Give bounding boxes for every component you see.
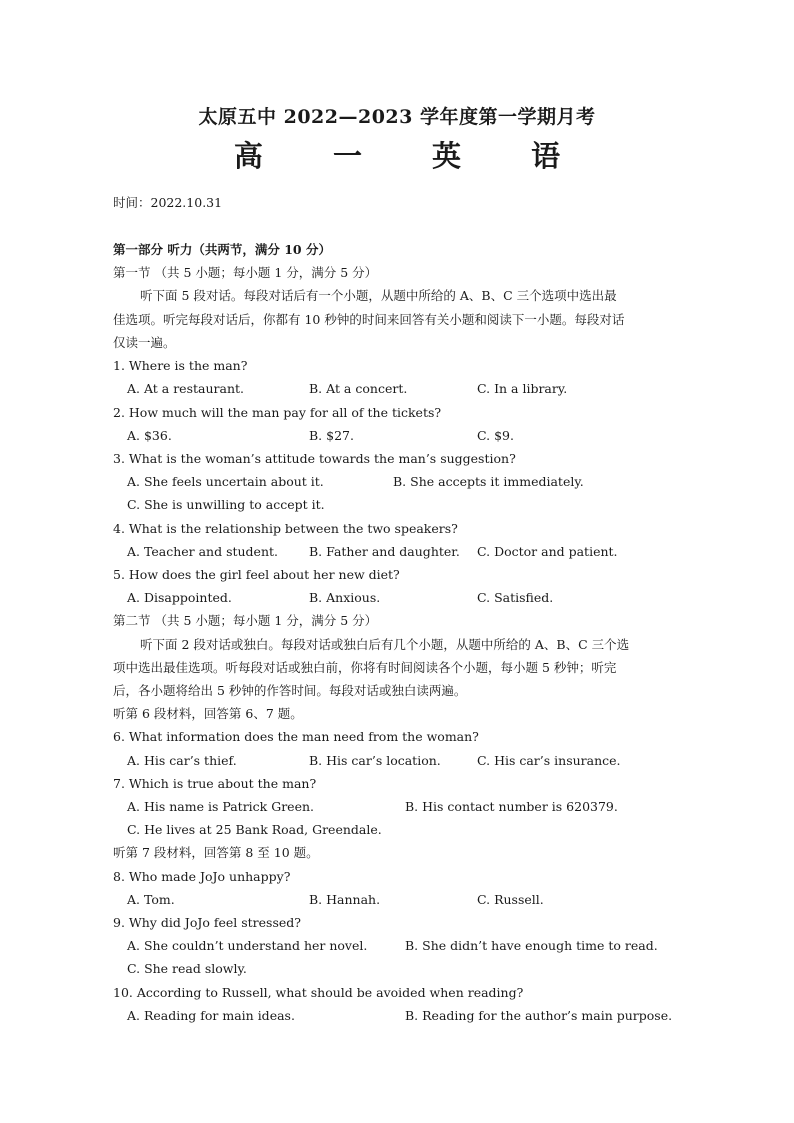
answer-option: C. He lives at 25 Bank Road, Greendale.: [127, 822, 382, 837]
answer-option: C. Doctor and patient.: [477, 544, 618, 559]
question-stem: 1. Where is the man?: [113, 358, 248, 373]
answer-option: A. His car’s thief.: [127, 753, 237, 768]
answer-option: C. In a library.: [477, 381, 568, 396]
answer-option: A. She couldn’t understand her novel.: [127, 938, 368, 953]
section1-heading: 第一节 （共 5 小题；每小题 1 分，满分 5 分）: [113, 265, 378, 280]
answer-option: A. Disappointed.: [127, 590, 232, 605]
question-stem: 10. According to Russell, what should be avoided when reading?: [113, 985, 524, 1000]
answer-option: A. His name is Patrick Green.: [127, 799, 314, 814]
answer-option: B. $27.: [309, 428, 354, 443]
answer-option: C. She is unwilling to accept it.: [127, 497, 325, 512]
question-stem: 3. What is the woman’s attitude towards the man’s suggestion?: [113, 451, 516, 466]
answer-option: B. His car’s location.: [309, 753, 441, 768]
school-title: 太原五中 2022—2023 学年度第一学期月考: [198, 106, 596, 128]
material-6-note: 听第 6 段材料，回答第 6、7 题。: [113, 706, 303, 721]
answer-option: A. Teacher and student.: [127, 544, 279, 559]
answer-option: B. Hannah.: [309, 892, 381, 907]
subject-title: 高 一 英 语: [233, 139, 591, 173]
section1-instructions-1: 听下面 5 段对话。每段对话后有一个小题，从题中所给的 A、B、C 三个选项中选出最: [140, 288, 617, 303]
question-stem: 8. Who made JoJo unhappy?: [113, 869, 291, 884]
answer-option: B. His contact number is 620379.: [405, 799, 618, 814]
answer-option: A. Tom.: [127, 892, 175, 907]
answer-option: B. She accepts it immediately.: [393, 474, 584, 489]
answer-option: A. At a restaurant.: [127, 381, 244, 396]
material-7-note: 听第 7 段材料，回答第 8 至 10 题。: [113, 845, 319, 860]
question-stem: 4. What is the relationship between the two speakers?: [113, 521, 458, 536]
answer-option: B. Reading for the author’s main purpose.: [405, 1008, 673, 1023]
section1-instructions-2: 佳选项。听完每段对话后，你都有 10 秒钟的时间来回答有关小题和阅读下一小题。每段对话: [113, 312, 625, 327]
answer-option: C. Satisfied.: [477, 590, 554, 605]
answer-option: C. $9.: [477, 428, 514, 443]
question-stem: 7. Which is true about the man?: [113, 776, 317, 791]
answer-option: B. She didn’t have enough time to read.: [405, 938, 658, 953]
answer-option: C. Russell.: [477, 892, 544, 907]
section2-instructions-3: 后，各小题将给出 5 秒钟的作答时间。每段对话或独白读两遍。: [113, 683, 467, 698]
answer-option: B. Anxious.: [309, 590, 381, 605]
question-stem: 9. Why did JoJo feel stressed?: [113, 915, 301, 930]
answer-option: C. She read slowly.: [127, 961, 247, 976]
question-stem: 6. What information does the man need from the woman?: [113, 729, 479, 744]
answer-option: A. She feels uncertain about it.: [127, 474, 324, 489]
exam-date: 时间：2022.10.31: [113, 195, 223, 210]
answer-option: A. Reading for main ideas.: [127, 1008, 295, 1023]
section2-instructions-1: 听下面 2 段对话或独白。每段对话或独白后有几个小题，从题中所给的 A、B、C 三个选: [140, 637, 630, 652]
answer-option: C. His car’s insurance.: [477, 753, 621, 768]
answer-option: A. $36.: [127, 428, 172, 443]
question-stem: 5. How does the girl feel about her new diet?: [113, 567, 400, 582]
section2-heading: 第二节 （共 5 小题；每小题 1 分，满分 5 分）: [113, 613, 378, 628]
question-stem: 2. How much will the man pay for all of the tickets?: [113, 405, 442, 420]
answer-option: B. Father and daughter.: [309, 544, 460, 559]
answer-option: B. At a concert.: [309, 381, 408, 396]
section1-instructions-3: 仅读一遍。: [113, 335, 176, 350]
section2-instructions-2: 项中选出最佳选项。听每段对话或独白前，你将有时间阅读各个小题，每小题 5 秒钟；听完: [113, 660, 617, 675]
part1-heading: 第一部分 听力（共两节，满分 10 分）: [113, 242, 331, 257]
